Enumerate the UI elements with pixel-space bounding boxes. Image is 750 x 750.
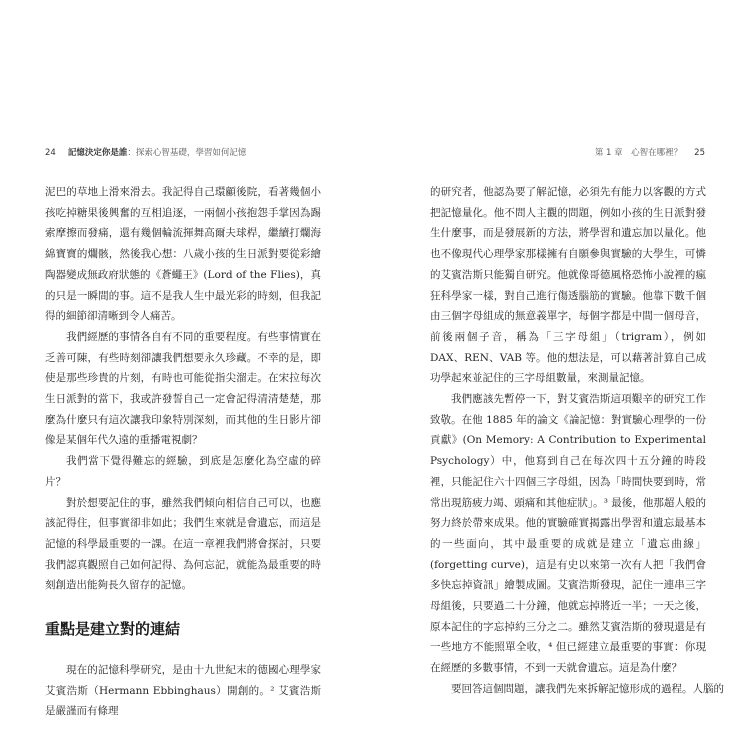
paragraph: 泥巴的草地上滑來滑去。我記得自己環顧後院，看著幾個小孩吃掉糖果後興奮的互相追逐，一兩個小孩抱怨手掌因為踢索摩擦而發痛，還有幾個輪流揮舞高爾夫球桿，繼續打爛海綿寶寶的爛骸，然後我心想：八歲小孩的生日派對要從彩繪陶器變成無政府狀態的《蒼蠅王》(Lord of the Flies)，真的只是一瞬間的事。這不是我人生中最光彩的時刻，但我記得的細節卻清晰到令人痛苦。 xyxy=(45,186,321,323)
book-title: 記憶決定你是誰 xyxy=(67,148,128,158)
section-heading: 重點是建立對的連結 xyxy=(45,620,181,639)
running-header-right xyxy=(595,146,705,160)
book-subtitle: ：探索心智基礎，學習如何記憶 xyxy=(127,148,247,158)
left-page-body xyxy=(45,182,321,722)
running-header-left xyxy=(45,146,246,160)
paragraph: 現在的記憶科學研究，是由十九世紀末的德國心理學家艾賓浩斯（Hermann Ebbinghaus）開創的。² 艾賓浩斯是嚴謹而有條理 xyxy=(45,664,321,718)
paragraph: 我們經歷的事情各自有不同的重要程度。有些事情實在乏善可陳，有些時刻卻讓我們想要永久珍藏。不幸的是，即使是那些珍貴的片刻，有時也可能從指尖溜走。在宋拉每次生日派對的當下，我或許發誓自己一定會記得清清楚楚，那麼為什麼只有這次讓我印象特別深刻，而其他的生日影片卻像是某個年代久遠的重播電視劇？ xyxy=(45,330,321,447)
paragraph: 的研究者，他認為要了解記憶，必須先有能力以客觀的方式把記憶量化。他不問人主觀的問題，例如小孩的生日派對發生什麼事，而是發展新的方法，將學習和遺忘加以量化。他也不像現代心理學家那樣擁有自願參與實驗的大學生，可憐的艾賓浩斯只能獨自研究。他就像哥德風格恐怖小說裡的瘋狂科學家一樣，對自己進行傷透腦筋的實驗。他靠下數千個由三個字母組成的無意義單字，每個字都是中間一個母音，前後兩個子音，稱為「三字母組」（trigram），例如 DAX、REN、VAB 等。他的想法是，可以藉著計算自己成功學起來並記住的三字母組數量，來測量記憶。 xyxy=(430,186,706,385)
paragraph: 要回答這個問題，讓我們先來拆解記憶形成的過程。人腦的 xyxy=(451,682,724,695)
right-page-body xyxy=(430,182,724,700)
paragraph: 對於想要記住的事，雖然我們傾向相信自己可以，也應該記得住，但事實卻非如此；我們生來就是會遺忘，而這是記憶的科學最重要的一課。在這一章裡我們將會探討，只要我們認真觀照自己如何記得、為何忘記，就能為最重要的時刻創造出能夠長久留存的記憶。 xyxy=(45,496,321,592)
chapter-title: 第 1 章 心智在哪裡？ xyxy=(594,148,683,158)
page-number-left: 24 xyxy=(45,148,56,158)
paragraph: 我們當下覺得難忘的經驗，到底是怎麼化為空虛的碎片？ xyxy=(45,455,321,488)
page-number-right: 25 xyxy=(694,148,705,158)
paragraph: 我們應該先暫停一下，對艾賓浩斯這項艱辛的研究工作致敬。在他 1885 年的論文《論記憶：對實驗心理學的一份貢獻》(On Memory: A Contribution to Experimental Psychology）中，他寫到自己在每次四十五分鐘的時段裡，只能記住六十四個三字母組，因為「時間快要到時，常常出現筋疲力竭、頭痛和其他症狀」。³ 最後，他那超人般的努力終於帶來成果。他的實驗確實揭露出學習和遺忘最基本的一些面向，其中最重要的成就是建立「遺忘曲線」(forgetting curve)，這是有史以來第一次有人把「我們會多快忘掉資訊」繪製成圖。艾賓浩斯發現，記住一連串三字母組後，只要過二十分鐘，他就忘掉將近一半；一天之後，原本記住的字忘掉約三分之二。雖然艾賓浩斯的發現還是有一些地方不能照單全收，⁴ 但已經建立最重要的事實：你現在經歷的多數事情，不到一天就會遺忘。這是為什麼？ xyxy=(430,393,706,675)
